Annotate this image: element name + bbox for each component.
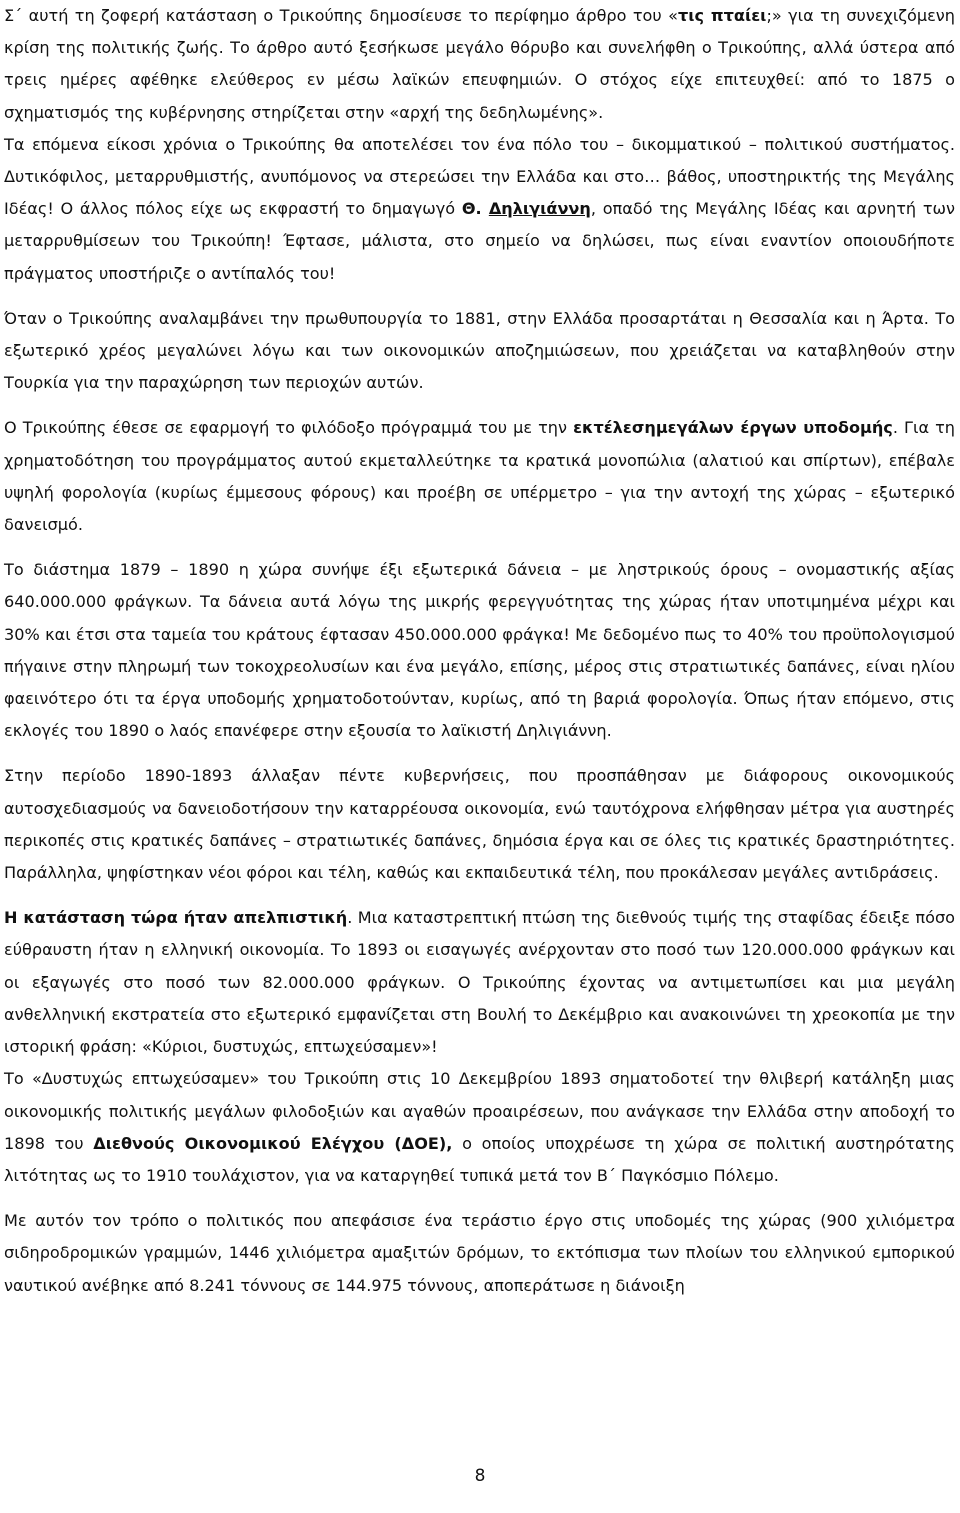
paragraph-text: . Για τη χρηματοδότηση του προγράμματος αυτού εκμεταλλεύτηκε τα κρατικά μονοπώλια (αλατιού και σπίρτων), επέβαλε υψηλή φορολογία (κυρίως έμμεσους φόρους) και προέβη σε υπέρμετρο – για την αντοχή της χώρας – εξωτερικό δανεισμό. xyxy=(4,418,955,535)
situation-emphasis: Η κατάσταση τώρα ήταν απελπιστική xyxy=(4,908,348,928)
paragraph-text: Ο Τρικούπης έθεσε σε εφαρμογή το φιλόδοξο πρόγραμμά του με την xyxy=(4,418,574,438)
paragraph-text: Σ΄ αυτή τη ζοφερή κατάσταση ο Τρικούπης δημοσίευσε το περίφημο άρθρο του « xyxy=(4,6,678,25)
doe-emphasis: Διεθνούς Οικονομικού Ελέγχου (ΔΟΕ), xyxy=(93,1133,453,1153)
person-name: Δηλιγιάννη xyxy=(488,199,591,219)
paragraph-text: ο οποίος υποχρέωσε τη χώρα σε πολιτική αυστηρότατης λιτότητας ως το 1910 τουλάχιστον, για να καταργηθεί τυπικά μετά τον Β΄ Παγκόσμιο Πόλεμο. xyxy=(4,1133,955,1185)
paragraph-premiership-1881: Όταν ο Τρικούπης αναλαμβάνει την πρωθυπουργία το 1881, στην Ελλάδα προσαρτάται η Θεσσαλία και η Άρτα. Το εξωτερικό χρέος μεγαλώνει λόγω και των οικονομικών αποζημιώσεων, που χρειάζεται να καταβληθούν στην Τουρκία για την παραχώρηση των περιοχών αυτών. xyxy=(4,308,955,393)
paragraph-infrastructure-program xyxy=(4,412,955,541)
paragraph-two-party-system xyxy=(4,129,955,290)
paragraph-bankruptcy xyxy=(4,902,955,1063)
paragraph-text: . Μια καταστρεπτική πτώση της διεθνούς τιμής της σταφίδας έδειξε πόσο εύθραυστη ήταν η ελληνική οικονομία. Το 1893 οι εισαγωγές ανέρχονταν στο ποσό των 120.000.000 φράγκων και οι εξαγωγές στο ποσό των 82.000.000 φράγκων. Ο Τρικούπης έχοντας να αντιμετωπίσει και μια μεγάλη ανθελληνική εκστρατεία στο εξωτερικό εμφανίζεται στη Βουλή το Δεκέμβριο και ανακοινώνει τη χρεοκοπία με την ιστορική φράση: «Κύριοι, δυστυχώς, επτωχεύσαμεν»! xyxy=(4,908,955,1057)
paragraph-text: Το «Δυστυχώς επτωχεύσαμεν» του Τρικούπη στις 10 Δεκεμβρίου 1893 σηματοδοτεί την θλιβερή κατάληξη μιας οικονομικής πολιτικής μεγάλων φιλοδοξιών και αγαθών προαιρέσεων, που ανάγκασε την Ελλάδα στην αποδοχή το 1898 του xyxy=(4,1069,955,1153)
person-initial: Θ. xyxy=(461,199,489,219)
paragraph-1890-1893: Στην περίοδο 1890-1893 άλλαξαν πέντε κυβερνήσεις, που προσπάθησαν με διάφορους οικονομικούς αυτοσχεδιασμούς να δανειοδοτήσουν την καταρρέουσα οικονομία, ενώ ταυτόχρονα ελήφθησαν μέτρα για αυστηρές περικοπές στις κρατικές δαπάνες – στρατιωτικές δαπάνες, δημόσια έργα και σε όλες τις κρατικές δραστηριότητες. Παράλληλα, ψηφίστηκαν νέοι φόροι και τέλη, καθώς και εκπαιδευτικά τέλη, που προκάλεσαν μεγάλες αντιδράσεις. xyxy=(4,766,955,883)
paragraph-legacy: Με αυτόν τον τρόπο ο πολιτικός που απεφάσισε ένα τεράστιο έργο στις υποδομές της χώρας (900 χιλιόμετρα σιδηροδρομικών γραμμών, 1446 χιλιόμετρα αμαξιτών δρόμων, το εκτόπισμα των πλοίων του ελληνικού εμπορικού ναυτικού ανέβηκε από 8.241 τόννους σε 144.975 τόννους, αποπεράτωσε η διάνοιξη xyxy=(4,1211,955,1295)
paragraph-international-control xyxy=(4,1063,955,1192)
paragraph-text: Τα επόμενα είκοσι χρόνια ο Τρικούπης θα αποτελέσει τον ένα πόλο του – δικομματικού – πολιτικού συστήματος. Δυτικόφιλος, μεταρρυθμιστής, ανυπόμονος να στερεώσει την Ελλάδα και στο… βάθος, υποστηρικτής της Μεγάλης Ιδέας! Ο άλλος πόλος είχε ως εκφραστή το δημαγωγό xyxy=(4,134,955,219)
infrastructure-emphasis: εκτέλεσημεγάλων έργων υποδομής xyxy=(573,418,893,438)
page-number: 8 xyxy=(474,1466,486,1486)
paragraph-text: , οπαδό της Μεγάλης Ιδέας και αρνητή των μεταρρυθμίσεων του Τρικούπη! Έφτασε, μάλιστα, στο σημείο να δηλώσει, πως είναι εναντίον οποιουδήποτε πράγματος υποστήριζε ο αντίπαλός του! xyxy=(4,199,955,283)
paragraph-text: ;» για τη συνεχιζόμενη κρίση της πολιτικής ζωής. Το άρθρο αυτό ξεσήκωσε μεγάλο θόρυβο και συνελήφθη ο Τρικούπης, αλλά ύστερα από τρεις ημέρες αφέθηκε ελεύθερος εν μέσω λαϊκών επευφημιών. Ο στόχος είχε επιτευχθεί: από το 1875 ο σχηματισμός της κυβέρνησης στηρίζεται στην «αρχή της δεδηλωμένης». xyxy=(4,6,955,122)
document-body xyxy=(4,0,955,1302)
article-title: τις πταίει xyxy=(677,6,767,25)
paragraph-foreign-loans: Το διάστημα 1879 – 1890 η χώρα συνήψε έξι εξωτερικά δάνεια – με ληστρικούς όρους – ονομαστικής αξίας 640.000.000 φράγκων. Τα δάνεια αυτά λόγω της μικρής φερεγγυότητας της χώρας ήταν υποτιμημένα μέχρι και 30% και έτσι στα ταμεία του κράτους έφτασαν 450.000.000 φράγκα! Με δεδομένο πως το 40% του προϋπολογισμού πήγαινε στην πληρωμή των τοκοχρεολυσίων και ένα μεγάλο, επίσης, μέρος στις στρατιωτικές δαπάνες, είναι ηλίου φαεινότερο ότι τα έργα υποδομής χρηματοδοτούνταν, κυρίως, από τη βαριά φορολογία. Όπως ήταν επόμενο, στις εκλογές του 1890 ο λαός επανέφερε στην εξουσία το λαϊκιστή Δηλιγιάννη. xyxy=(4,560,955,741)
paragraph-trikoupis-article xyxy=(4,0,955,129)
